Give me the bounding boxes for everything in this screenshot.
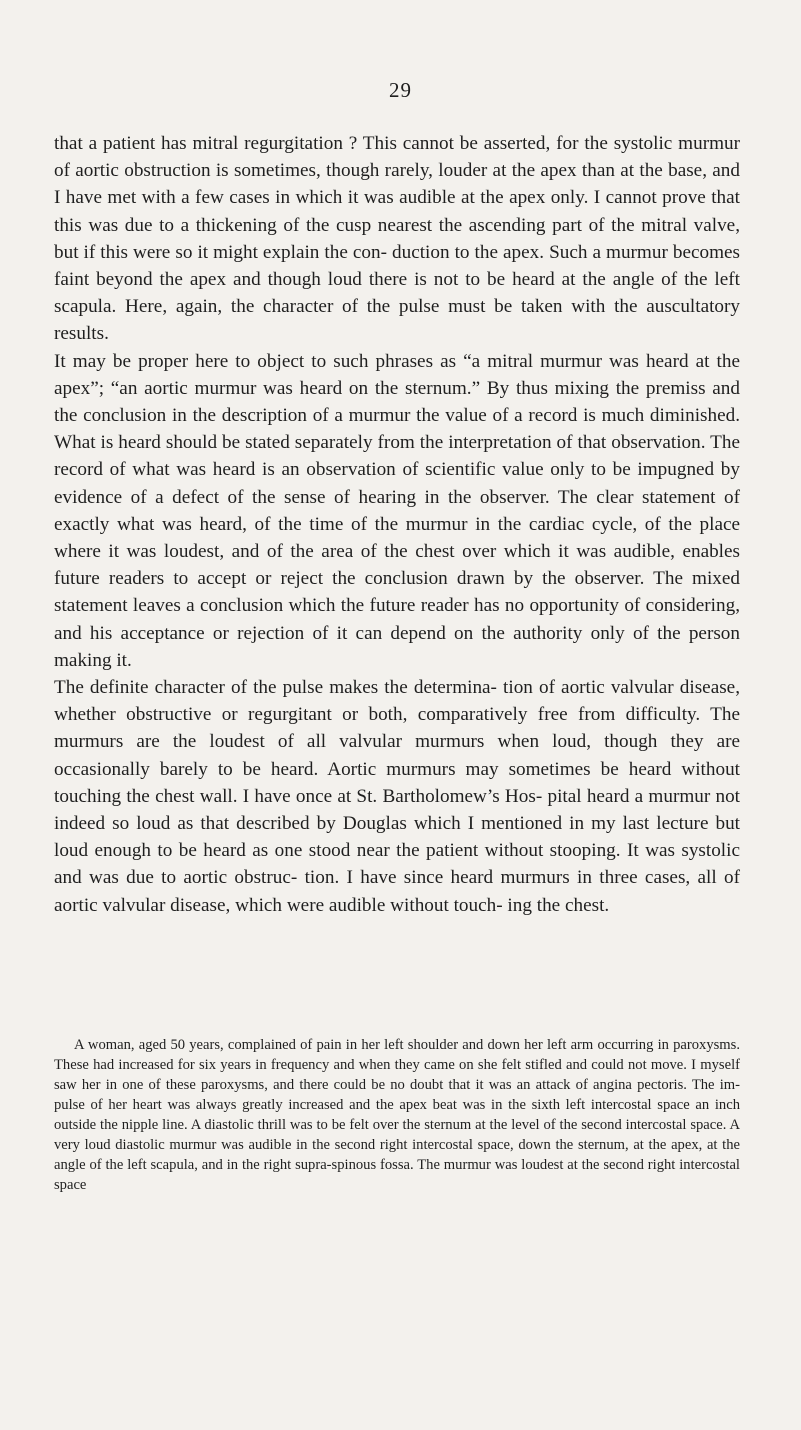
main-text — [54, 130, 740, 919]
case-note — [54, 1035, 740, 1195]
paragraph-2: It may be proper here to object to such phrases as “a mitral murmur was heard at the apex”; “an aortic murmur was heard on the sternum.” By thus mixing the premiss and the conclusion in the description of a murmur the value of a record is much diminished. What is heard should be stated separately from the interpretation of that observation. The record of what was heard is an observation of scientific value only to be impugned by evidence of a defect of the sense of hearing in the observer. The clear statement of exactly what was heard, of the time of the murmur in the cardiac cycle, of the place where it was loudest, and of the area of the chest over which it was audible, enables future readers to accept or reject the conclusion drawn by the observer. The mixed statement leaves a conclusion which the future reader has no opportunity of considering, and his acceptance or rejection of it can depend on the authority only of the person making it. — [54, 350, 740, 671]
case-note-text: A woman, aged 50 years, complained of pain in her left shoulder and down her left arm occurring in paroxysms. These had increased for six years in frequency and when they came on she felt stifled and could not move. I myself saw her in one of these paroxysms, and there could be no doubt that it was an attack of angina pectoris. The im- pulse of her heart was always greatly increased and the apex beat was in the sixth left intercostal space an inch outside the nipple line. A diastolic thrill was to be felt over the sternum at the level of the second intercostal space. A very loud diastolic murmur was audible in the second right intercostal space, down the sternum, at the apex, at the angle of the left scapula, and in the right supra-spinous fossa. The murmur was loudest at the second right intercostal space — [54, 1037, 740, 1193]
paragraph-1: that a patient has mitral regurgitation ? This cannot be asserted, for the systolic murmur of aortic obstruction is sometimes, though rarely, louder at the apex than at the base, and I have met with a few cases in which it was audible at the apex only. I cannot prove that this was due to a thickening of the cusp nearest the ascending part of the mitral valve, but if this were so it might explain the con- duction to the apex. Such a murmur becomes faint beyond the apex and though loud there is not to be heard at the angle of the left scapula. Here, again, the character of the pulse must be taken with the auscultatory results. — [54, 133, 740, 345]
paragraph-3: The definite character of the pulse makes the determina- tion of aortic valvular disease, whether obstructive or regurgitant or both, comparatively free from difficulty. The murmurs are the loudest of all valvular murmurs when loud, though they are occasionally barely to be heard. Aortic murmurs may sometimes be heard without touching the chest wall. I have once at St. Bartholomew’s Hos- pital heard a murmur not indeed so loud as that described by Douglas which I mentioned in my last lecture but loud enough to be heard as one stood near the patient without stooping. It was systolic and was due to aortic obstruc- tion. I have since heard murmurs in three cases, all of aortic valvular disease, which were audible without touch- ing the chest. — [54, 677, 740, 916]
page-number: 29 — [389, 78, 412, 102]
